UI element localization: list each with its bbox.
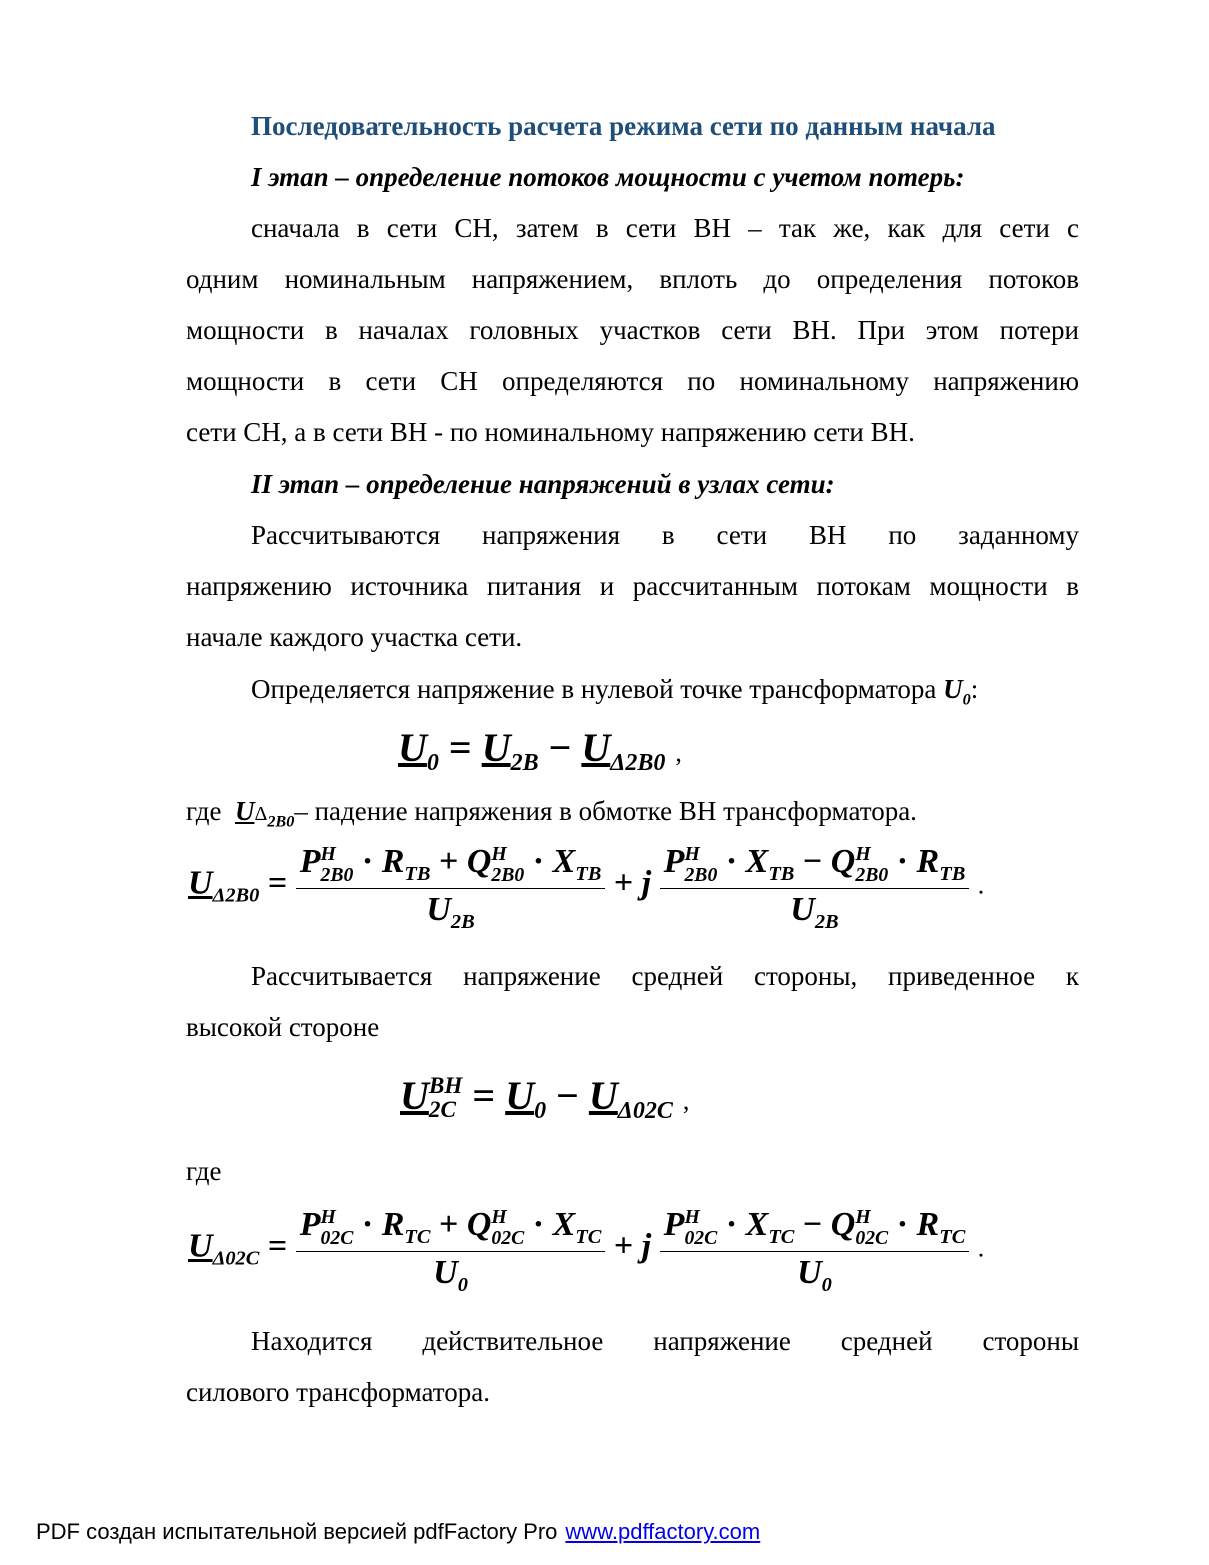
pdf-footer	[36, 1519, 760, 1545]
formula-u0: $U_0 = U_{2B} - U_{\Delta 2B0}$ ,	[398, 725, 682, 776]
pdffactory-link[interactable]: www.pdffactory.com	[565, 1519, 761, 1544]
fraction-real: P H 2B0 · $R_{TB} + Q$ H 2B0 · $X_{TB}$ $U_{2B}$	[296, 843, 606, 929]
stage-1-heading: I этап – определение потоков мощности с учетом потерь:	[251, 162, 965, 192]
u0-symbol: $U_0$	[943, 674, 971, 709]
section-title: Последовательность расчета режима сети по данным начала	[251, 111, 996, 141]
paragraph-line: начале каждого участка сети.	[186, 622, 523, 652]
u0-sentence: Определяется напряжение в нулевой точке трансформатора $U_0$:	[251, 674, 979, 709]
where-line-2: где	[186, 1156, 222, 1186]
paragraph-line: сети СН, а в сети ВН - по номинальному напряжению сети ВН.	[186, 417, 915, 447]
fraction-real: P H 02C · $R_{TC} + Q$ H 02C · $X_{TC}$ $U_0$	[296, 1206, 606, 1292]
where-line-1: где $U\Delta_{2B0}-$ падение напряжения в обмотке ВН трансформатора.	[186, 796, 917, 831]
paragraph-line: сначала в сети СН, затем в сети ВН – так же, как для сети с	[251, 213, 1079, 243]
paragraph-line: Находится действительное напряжение средней стороны	[251, 1326, 1079, 1356]
paragraph-line: Рассчитывается напряжение средней стороны, приведенное к	[251, 961, 1079, 991]
paragraph-line: высокой стороне	[186, 1012, 380, 1042]
paragraph-line: мощности в началах головных участков сети ВН. При этом потери	[186, 315, 1079, 345]
paragraph-line: напряжению источника питания и рассчитанным потокам мощности в	[186, 571, 1079, 601]
paragraph-line: мощности в сети СН определяются по номинальному напряжению	[186, 366, 1079, 396]
fraction-imag: P H 02C · $X_{TC} - Q$ H 02C · $R_{TC}$ $U_0$	[660, 1206, 970, 1292]
fraction-imag: P H 2B0 · $X_{TB} - Q$ H 2B0 · $R_{TB}$ $U_{2B}$	[660, 843, 970, 929]
paragraph-line: одним номинальным напряжением, вплоть до определения потоков	[186, 264, 1079, 294]
formula-u2c: U BH 2C = $U_0 - U_{\Delta 02C}$ ,	[400, 1072, 690, 1124]
paragraph-line: силового трансформатора.	[186, 1377, 490, 1407]
stage-2-heading: II этап – определение напряжений в узлах сети:	[251, 469, 835, 499]
footer-text: PDF создан испытательной версией pdfFactory Pro	[36, 1519, 558, 1544]
formula-delta-u02c: $U_{\Delta 02C}$ = P H 02C · $R_{TC} + Q$ H 02C · $X_{TC}$ $U_0$ + j P H 02C · $X_{TC} - Q$ H 02C · $R_{TC}$ $U_0$ .	[188, 1206, 985, 1296]
u0-sentence-text: Определяется напряжение в нулевой точке трансформатора	[251, 674, 944, 704]
formula-delta-u2b0: $U_{\Delta 2B0}$ = P H 2B0 · $R_{TB} + Q$ H 2B0 · $X_{TB}$ $U_{2B}$ + j P H 2B0 · $X_{TB} - Q$ H 2B0 · $R_{TB}$ $U_{2B}$ .	[188, 843, 985, 933]
paragraph-line: Рассчитываются напряжения в сети ВН по заданному	[251, 520, 1079, 550]
